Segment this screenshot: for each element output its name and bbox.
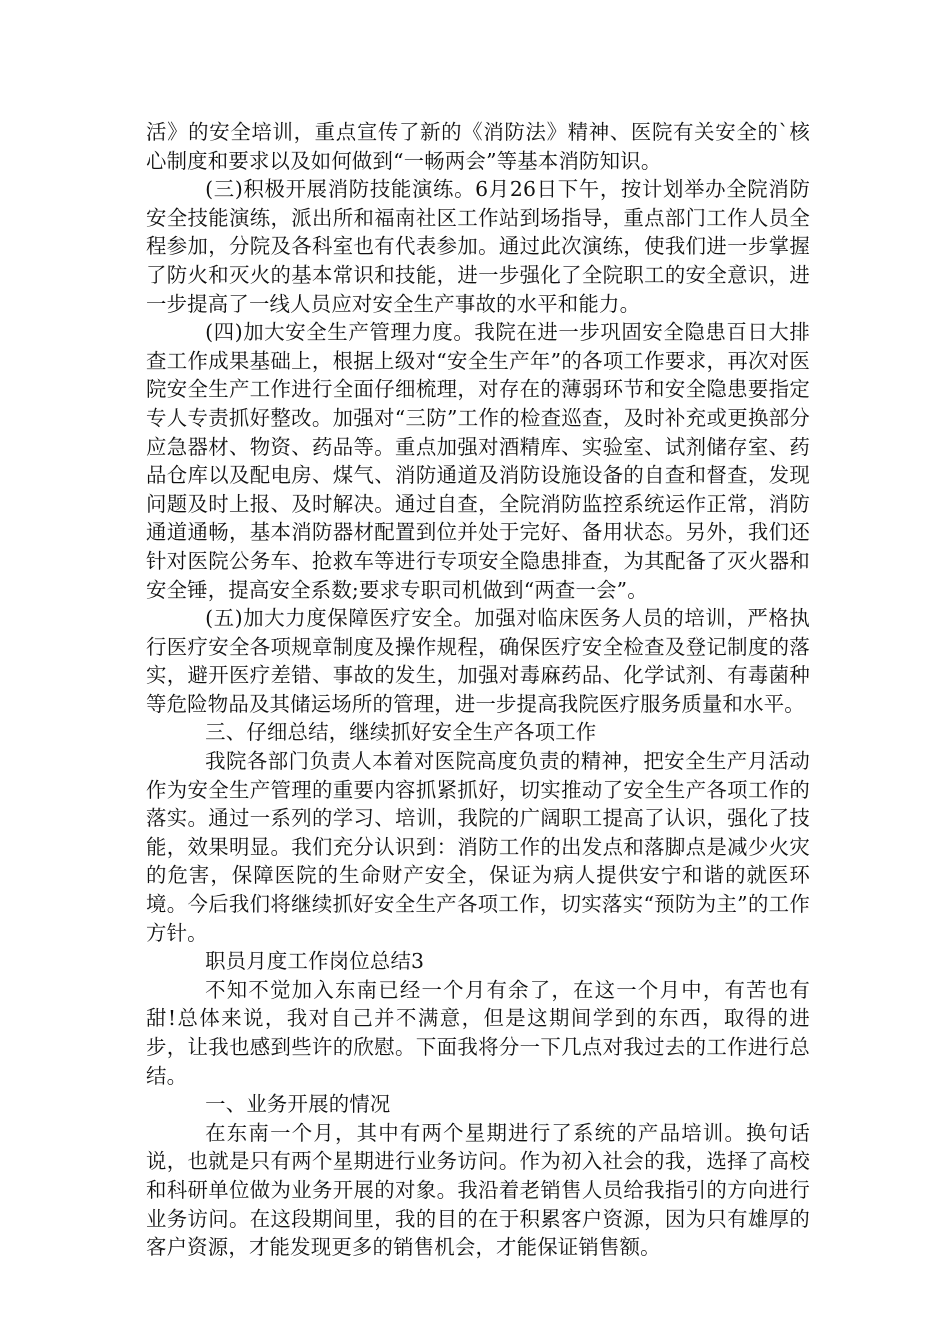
paragraph-intro: 不知不觉加入东南已经一个月有余了，在这一个月中，有苦也有甜!总体来说，我对自己并不满意，但是这期间学到的东西，取得的进步，让我也感到些许的欣慰。下面我将分一下几点对我过去的工作进行总结。 — [146, 977, 810, 1088]
section-heading-business: 一、业务开展的情况 — [205, 1092, 391, 1117]
paragraph-safety-management: (四)加大安全生产管理力度。我院在进一步巩固安全隐患百日大排查工作成果基础上，根据上级对“安全生产年”的各项工作要求，再次对医院安全生产工作进行全面仔细梳理，对存在的薄弱环节和安全隐患要指定专人专责抓好整改。加强对“三防”工作的检查巡查，及时补充或更换部分应急器材、物资、药品等。重点加强对酒精库、实验室、试剂储存室、药品仓库以及配电房、煤气、消防通道及消防设施设备的自查和督查，发现问题及时上报、及时解决。通过自查，全院消防监控系统运作正常，消防通道通畅，基本消防器材配置到位并处于完好、备用状态。另外，我们还针对医院公务车、抢救车等进行专项安全隐患排查，为其配备了灭火器和安全锤，提高安全系数;要求专职司机做到“两查一会”。 — [146, 320, 810, 602]
paragraph-continued: 活》的安全培训，重点宣传了新的《消防法》精神、医院有关安全的`核心制度和要求以及如何做到“一畅两会”等基本消防知识。 — [146, 120, 810, 173]
section-heading-summary: 三、仔细总结，继续抓好安全生产各项工作 — [205, 720, 597, 745]
paragraph-summary: 我院各部门负责人本着对医院高度负责的精神，把安全生产月活动作为安全生产管理的重要内容抓紧抓好，切实推动了安全生产各项工作的落实。通过一系列的学习、培训，我院的广阔职工提高了认识，强化了技能，效果明显。我们充分认识到：消防工作的出发点和落脚点是减少火灾的危害，保障医院的生命财产安全，保证为病人提供安宁和谐的就医环境。今后我们将继续抓好安全生产各项工作，切实落实“预防为主”的工作方针。 — [146, 749, 810, 945]
paragraph-business: 在东南一个月，其中有两个星期进行了系统的产品培训。换句话说，也就是只有两个星期进行业务访问。作为初入社会的我，选择了高校和科研单位做为业务开展的对象。我沿着老销售人员给我指引的方向进行业务访问。在这段期间里，我的目的在于积累客户资源，因为只有雄厚的客户资源，才能发现更多的销售机会，才能保证销售额。 — [146, 1120, 810, 1260]
article-title: 职员月度工作岗位总结3 — [205, 949, 425, 974]
document-body — [146, 118, 810, 1262]
paragraph-fire-drill: (三)积极开展消防技能演练。6月26日下午，按计划举办全院消防安全技能演练，派出所和福南社区工作站到场指导，重点部门工作人员全程参加，分院及各科室也有代表参加。通过此次演练，使我们进一步掌握了防火和灭火的基本常识和技能，进一步强化了全院职工的安全意识，进一步提高了一线人员应对安全生产事故的水平和能力。 — [146, 177, 810, 316]
paragraph-medical-safety: (五)加大力度保障医疗安全。加强对临床医务人员的培训，严格执行医疗安全各项规章制度及操作规程，确保医疗安全检查及登记制度的落实，避开医疗差错、事故的发生，加强对毒麻药品、化学试剂、有毒菌种等危险物品及其储运场所的管理，进一步提高我院医疗服务质量和水平。 — [146, 606, 810, 716]
